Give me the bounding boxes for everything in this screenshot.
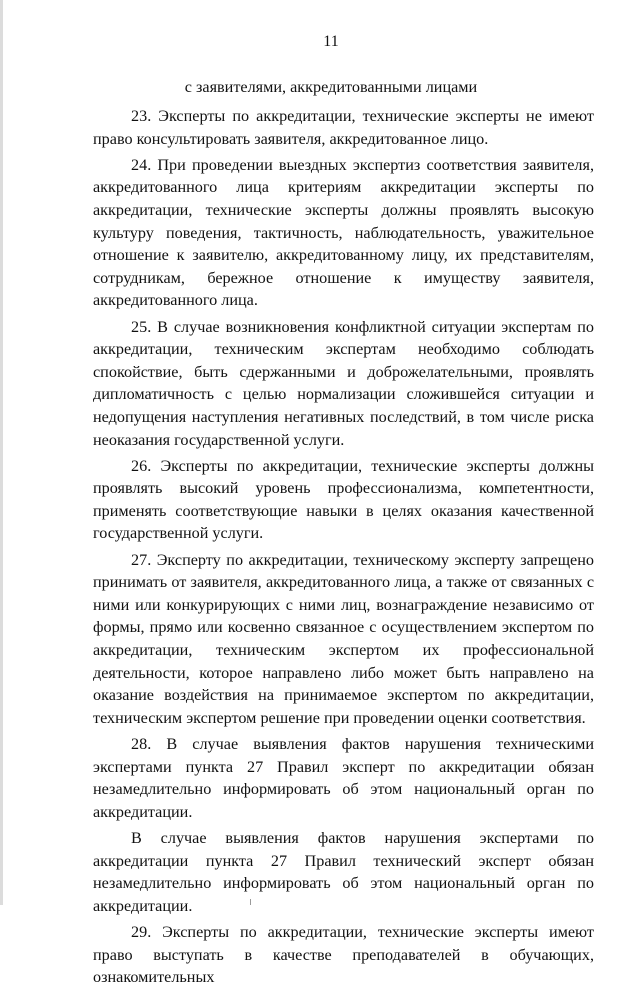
paragraph-28: 28. В случае выявления фактов нарушения техническими экспертами пункта 27 Правил эксперт по аккредитации обязан незамедлительно информировать об этом национальный орган по аккредитации. [93, 735, 594, 821]
page-number: 11 [323, 33, 339, 50]
paragraph-29: 29. Эксперты по аккредитации, технические эксперты имеют право выступать в качестве преподавателей в обучающих, ознакомительных [93, 922, 594, 987]
paragraph-25: 25. В случае возникновения конфликтной ситуации экспертам по аккредитации, техническим экспертам необходимо соблюдать спокойствие, быть сдержанными и доброжелательными, проявлять дипломатичность с целью нормализации сложившейся ситуации и недопущения наступления негативных последствий, в том числе риска неоказания государственной услуги. [93, 317, 594, 449]
scan-bottom-mark [250, 899, 251, 905]
paragraph-28-continued: В случае выявления фактов нарушения экспертами по аккредитации пункта 27 Правил технический эксперт обязан незамедлительно информировать об этом национальный орган по аккредитации. [93, 828, 594, 915]
paragraph-27: 27. Эксперту по аккредитации, техническому эксперту запрещено принимать от заявителя, аккредитованного лица, а также от связанных с ними или конкурирующих с ними лиц, вознаграждение независимо от формы, прямо или косвенно связанное с осуществлением экспертом по аккредитации, техническим экспертом их профессиональной деятельности, которое направлено либо может быть направлено на оказание воздействия на принимаемое экспертом по аккредитации, техническим экспертом решение при проведении оценки соответствия. [93, 550, 594, 727]
paragraph-26: 26. Эксперты по аккредитации, технические эксперты должны проявлять высокий уровень профессионализма, компетентности, применять соответствующие навыки в целях оказания качественной государственной услуги. [93, 456, 594, 543]
body-text [93, 105, 594, 992]
scan-edge-line [0, 0, 3, 905]
paragraph-24: 24. При проведении выездных экспертиз соответствия заявителя, аккредитованного лица критериям аккредитации эксперты по аккредитации, технические эксперты должны проявлять высокую культуру поведения, тактичность, наблюдательность, уважительное отношение к заявителю, аккредитованному лицу, их представителям, сотрудникам, бережное отношение к имуществу заявителя, аккредитованного лица. [93, 155, 594, 310]
section-heading-continuation: с заявителями, аккредитованными лицами [184, 78, 478, 96]
paragraph-23: 23. Эксперты по аккредитации, технические эксперты не имеют право консультировать заявителя, аккредитованное лицо. [93, 107, 594, 148]
